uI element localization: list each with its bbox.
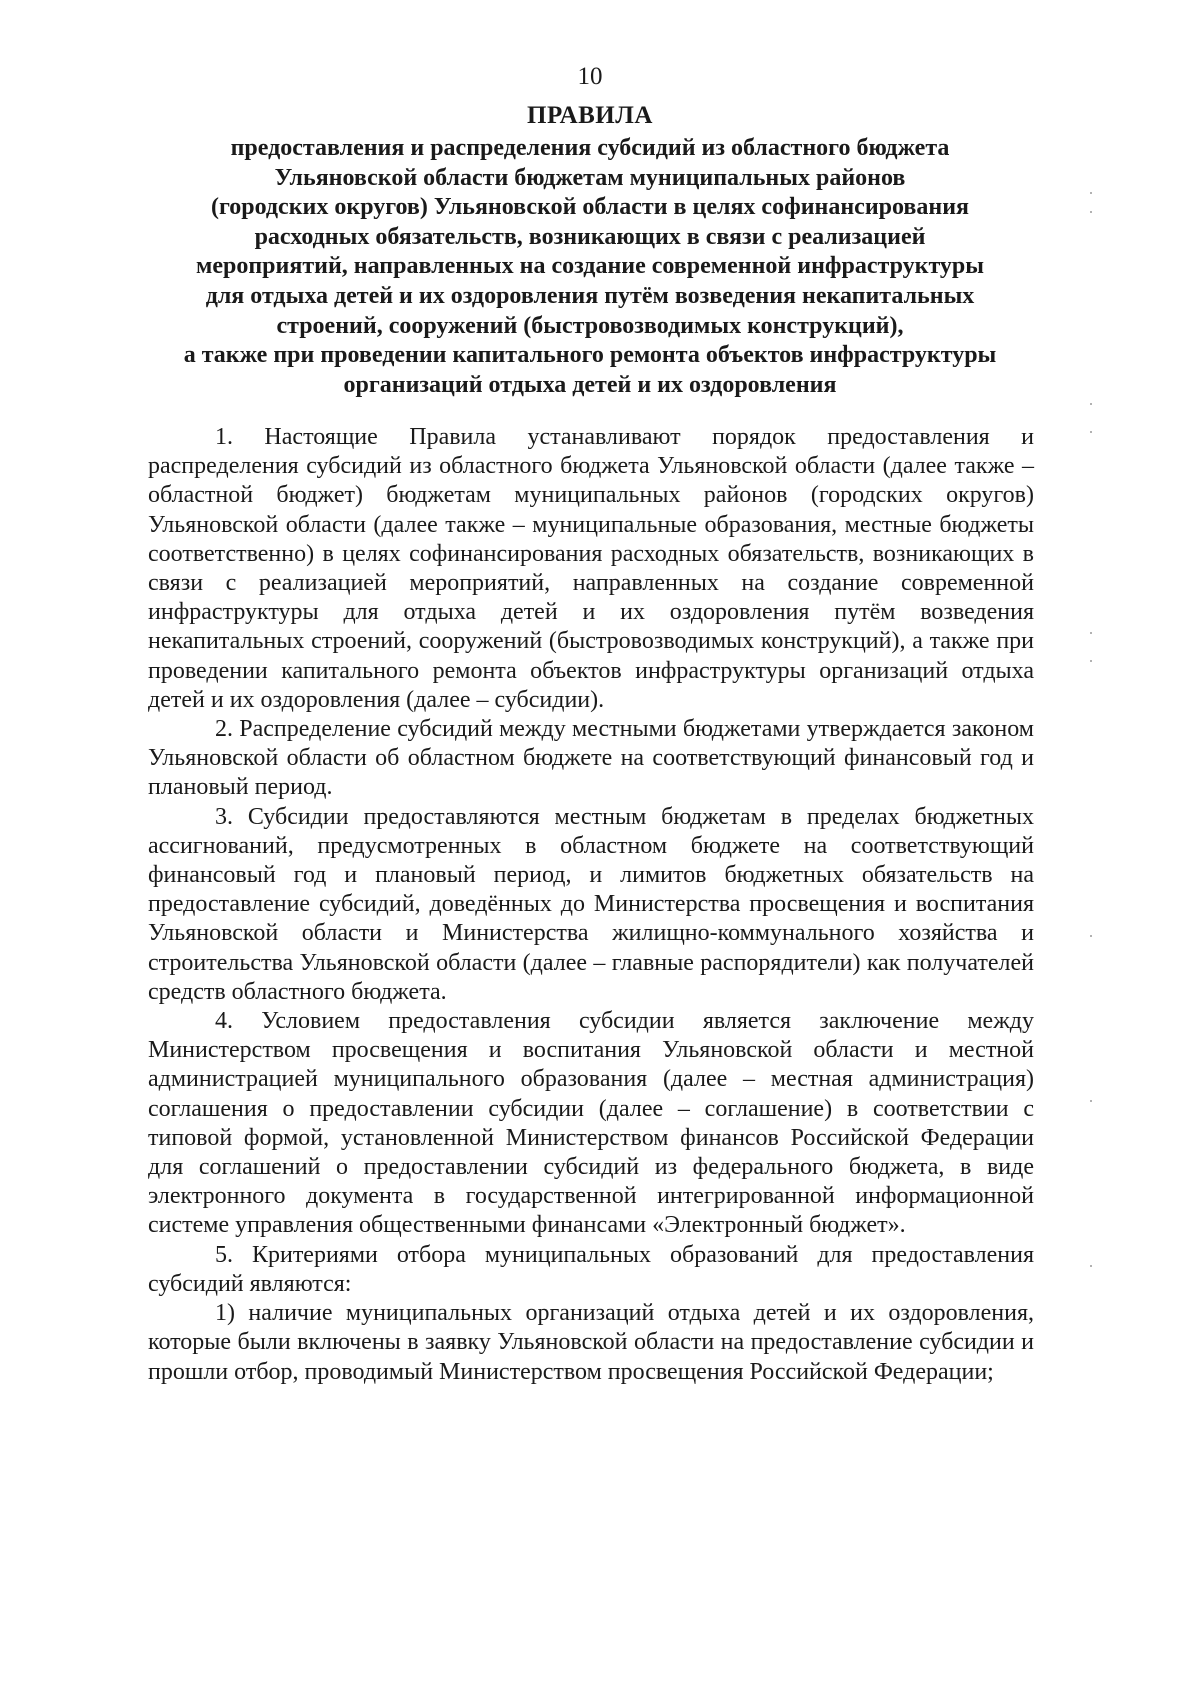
document-title: ПРАВИЛА: [527, 102, 653, 129]
scan-dot: [1090, 1265, 1092, 1267]
document-body: [148, 423, 1034, 1387]
subtitle-line: Ульяновской области бюджетам муниципальных районов: [274, 164, 906, 191]
scan-dot: [1090, 632, 1092, 634]
scan-dot: [1090, 192, 1092, 194]
paragraph-5-item-1: 1) наличие муниципальных организаций отдыха детей и их оздоровления, которые были включены в заявку Ульяновской области на предоставление субсидии и прошли отбор, проводимый Министерством просвещения Российской Федерации;: [148, 1300, 1034, 1385]
paragraph-5: 5. Критериями отбора муниципальных образований для предоставления субсидий являются:: [148, 1241, 1034, 1297]
scan-dot: [1090, 431, 1092, 433]
scan-dot: [1090, 1100, 1092, 1102]
paragraph-1: 1. Настоящие Правила устанавливают порядок предоставления и распределения субсидий из областного бюджета Ульяновской области (далее также – областной бюджет) бюджетам муниципальных районов (городских округов) Ульяновской области (далее также – муниципальные образования, местные бюджеты соответственно) в целях софинансирования расходных обязательств, возникающих в связи с реализацией мероприятий, направленных на создание современной инфраструктуры для отдыха детей и их оздоровления путём возведения некапитальных строений, сооружений (быстровозводимых конструкций), а также при проведении капитального ремонта объектов инфраструктуры организаций отдыха детей и их оздоровления (далее – субсидии).: [148, 424, 1034, 713]
subtitle-line: строений, сооружений (быстровозводимых конструкций),: [276, 312, 904, 339]
subtitle-line: а также при проведении капитального ремонта объектов инфраструктуры: [183, 342, 997, 369]
scan-dot: [1090, 660, 1092, 662]
subtitle-line: (городских округов) Ульяновской области в целях софинансирования: [210, 194, 970, 221]
subtitle-line: для отдыха детей и их оздоровления путём возведения некапитальных: [205, 282, 975, 309]
subtitle-line: мероприятий, направленных на создание современной инфраструктуры: [195, 253, 985, 280]
scan-dot: [1090, 211, 1092, 213]
document-subtitle: [140, 134, 1040, 400]
subtitle-line: организаций отдыха детей и их оздоровления: [343, 371, 837, 398]
subtitle-line: расходных обязательств, возникающих в связи с реализацией: [254, 223, 926, 250]
page-number: 10: [577, 63, 603, 90]
scan-dot: [1090, 935, 1092, 937]
scan-dot: [1090, 403, 1092, 405]
subtitle-line: предоставления и распределения субсидий из областного бюджета: [230, 135, 950, 161]
paragraph-4: 4. Условием предоставления субсидии является заключение между Министерством просвещения и воспитания Ульяновской области и местной администрацией муниципального образования (далее – местная администрация) соглашения о предоставлении субсидии (далее – соглашение) в соответствии с типовой формой, установленной Министерством финансов Российской Федерации для соглашений о предоставлении субсидий из федерального бюджета, в виде электронного документа в государственной интегрированной информационной системе управления общественными финансами «Электронный бюджет».: [148, 1008, 1034, 1239]
scan-margin-artifacts: [1088, 0, 1100, 1556]
paragraph-3: 3. Субсидии предоставляются местным бюджетам в пределах бюджетных ассигнований, предусмотренных в областном бюджете на соответствующий финансовый год и плановый период, и лимитов бюджетных обязательств на предоставление субсидий, доведённых до Министерства просвещения и воспитания Ульяновской области и Министерства жилищно-коммунального хозяйства и строительства Ульяновской области (далее – главные распорядители) как получателей средств областного бюджета.: [148, 803, 1034, 1005]
paragraph-2: 2. Распределение субсидий между местными бюджетами утверждается законом Ульяновской области об областном бюджете на соответствующий финансовый год и плановый период.: [148, 716, 1034, 801]
